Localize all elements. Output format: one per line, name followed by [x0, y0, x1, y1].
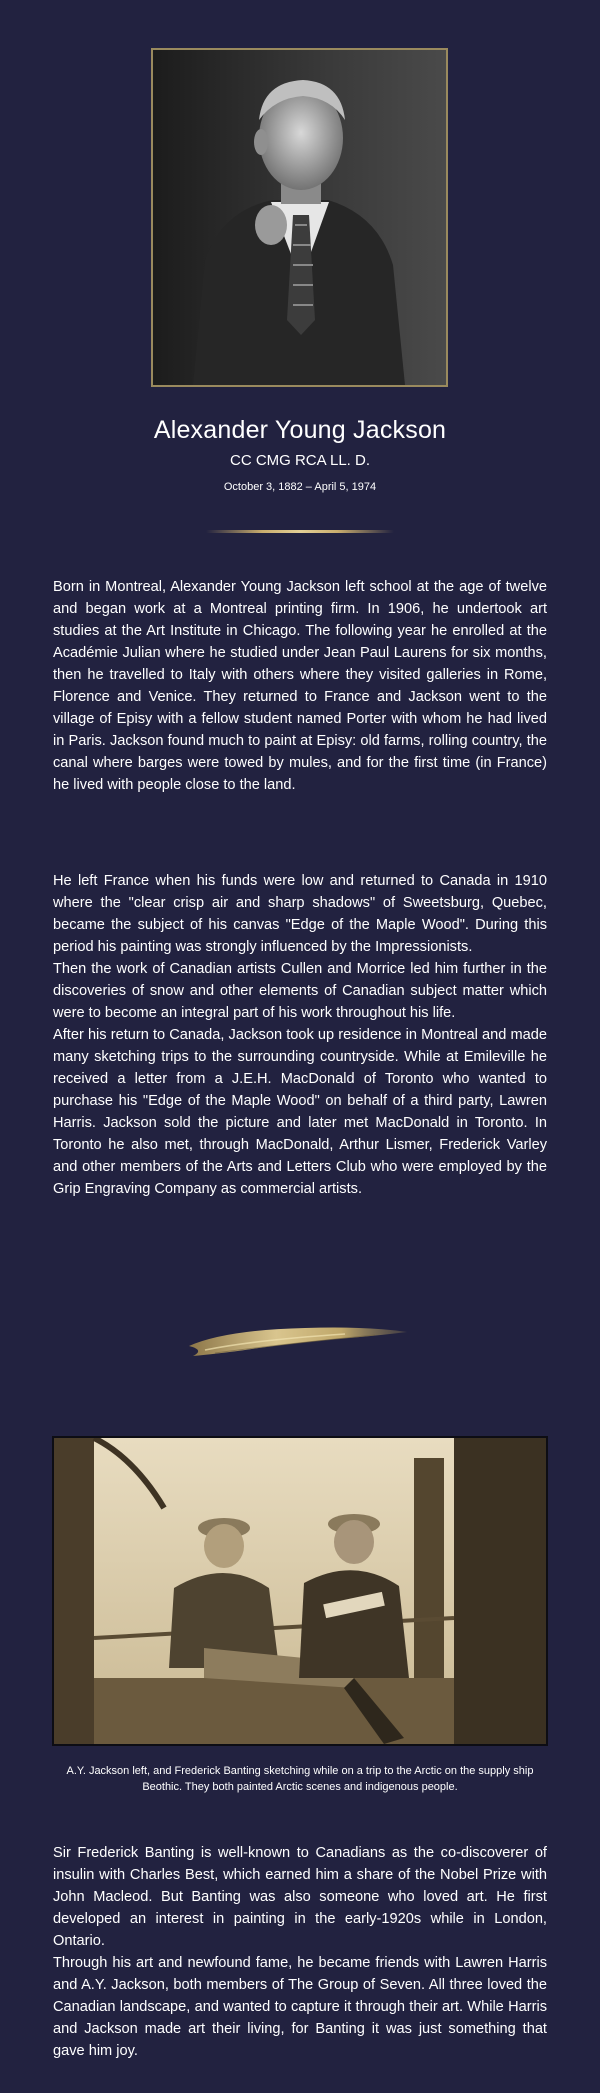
- gold-divider: [206, 530, 394, 533]
- person-dates: October 3, 1882 – April 5, 1974: [223, 481, 377, 493]
- banting-paragraph-1: Sir Frederick Banting is well-known to Canadians as the co-discoverer of insulin with Charles Best, which earned him a share of the Nobel Prize with John Macleod. But Banting was also someone who loved art. He first developed an interest in painting in the early-1920s while in London, Ontario.: [53, 1845, 547, 1949]
- banting-paragraph-2: Through his art and newfound fame, he became friends with Lawren Harris and A.Y. Jackson, both members of The Group of Seven. All three loved the Canadian landscape, and wanted to capture it through their art. While Harris and Jackson made art their living, for Banting it was just something that gave him joy.: [53, 1955, 547, 2059]
- portrait-image: [153, 50, 446, 385]
- bio-paragraph-2a: He left France when his funds were low and returned to Canada in 1910 where the "clear crisp air and sharp shadows" of Sweetsburg, Quebec, became the subject of his canvas "Edge of the Maple Wood". During this period his painting was strongly influenced by the Impressionists.: [53, 873, 547, 955]
- portrait-photo: [151, 48, 448, 387]
- historic-photo: [52, 1436, 548, 1746]
- bio-paragraph-1: Born in Montreal, Alexander Young Jackson left school at the age of twelve and began work at a Montreal printing firm. In 1906, he undertook art studies at the Art Institute in Chicago. The following year he enrolled at the Académie Julian where he studied under Jean Paul Laurens for six months, then he travelled to Italy with others where they visited galleries in Rome, Florence and Venice. They returned to France and Jackson went to the village of Episy with a fellow student named Porter with whom he had lived in Paris. Jackson found much to paint at Episy: old farms, rolling country, the canal where barges were towed by mules, and for the first time (in France) he lived with people close to the land.: [53, 579, 547, 793]
- bio-paragraph-2c: After his return to Canada, Jackson took up residence in Montreal and made many sketching trips to the surrounding countryside. While at Emileville he received a letter from a J.E.H. MacDonald of Toronto who wanted to purchase his "Edge of the Maple Wood" on behalf of a third party, Lawren Harris. Jackson sold the picture and later met MacDonald in Toronto. In Toronto he also met, through MacDonald, Arthur Lismer, Frederick Varley and other members of the Arts and Letters Club who were employed by the Grip Engraving Company as commercial artists.: [53, 1027, 547, 1197]
- photo-caption: A.Y. Jackson left, and Frederick Banting sketching while on a trip to the Arctic on the supply ship Beothic. They both painted Arctic scenes and indigenous people.: [66, 1765, 534, 1793]
- person-honors: CC CMG RCA LL. D.: [229, 452, 371, 469]
- historic-photo-image: [54, 1438, 546, 1744]
- bio-paragraph-2b: Then the work of Canadian artists Cullen and Morrice led him further in the discoveries of snow and other elements of Canadian subject matter which were to become an integral part of his work throughout his life.: [53, 961, 547, 1021]
- banting-text: [53, 1842, 547, 2062]
- bio-paragraph-2: [53, 870, 547, 1200]
- gold-brush-divider: [185, 1320, 415, 1360]
- person-name: Alexander Young Jackson: [153, 416, 447, 444]
